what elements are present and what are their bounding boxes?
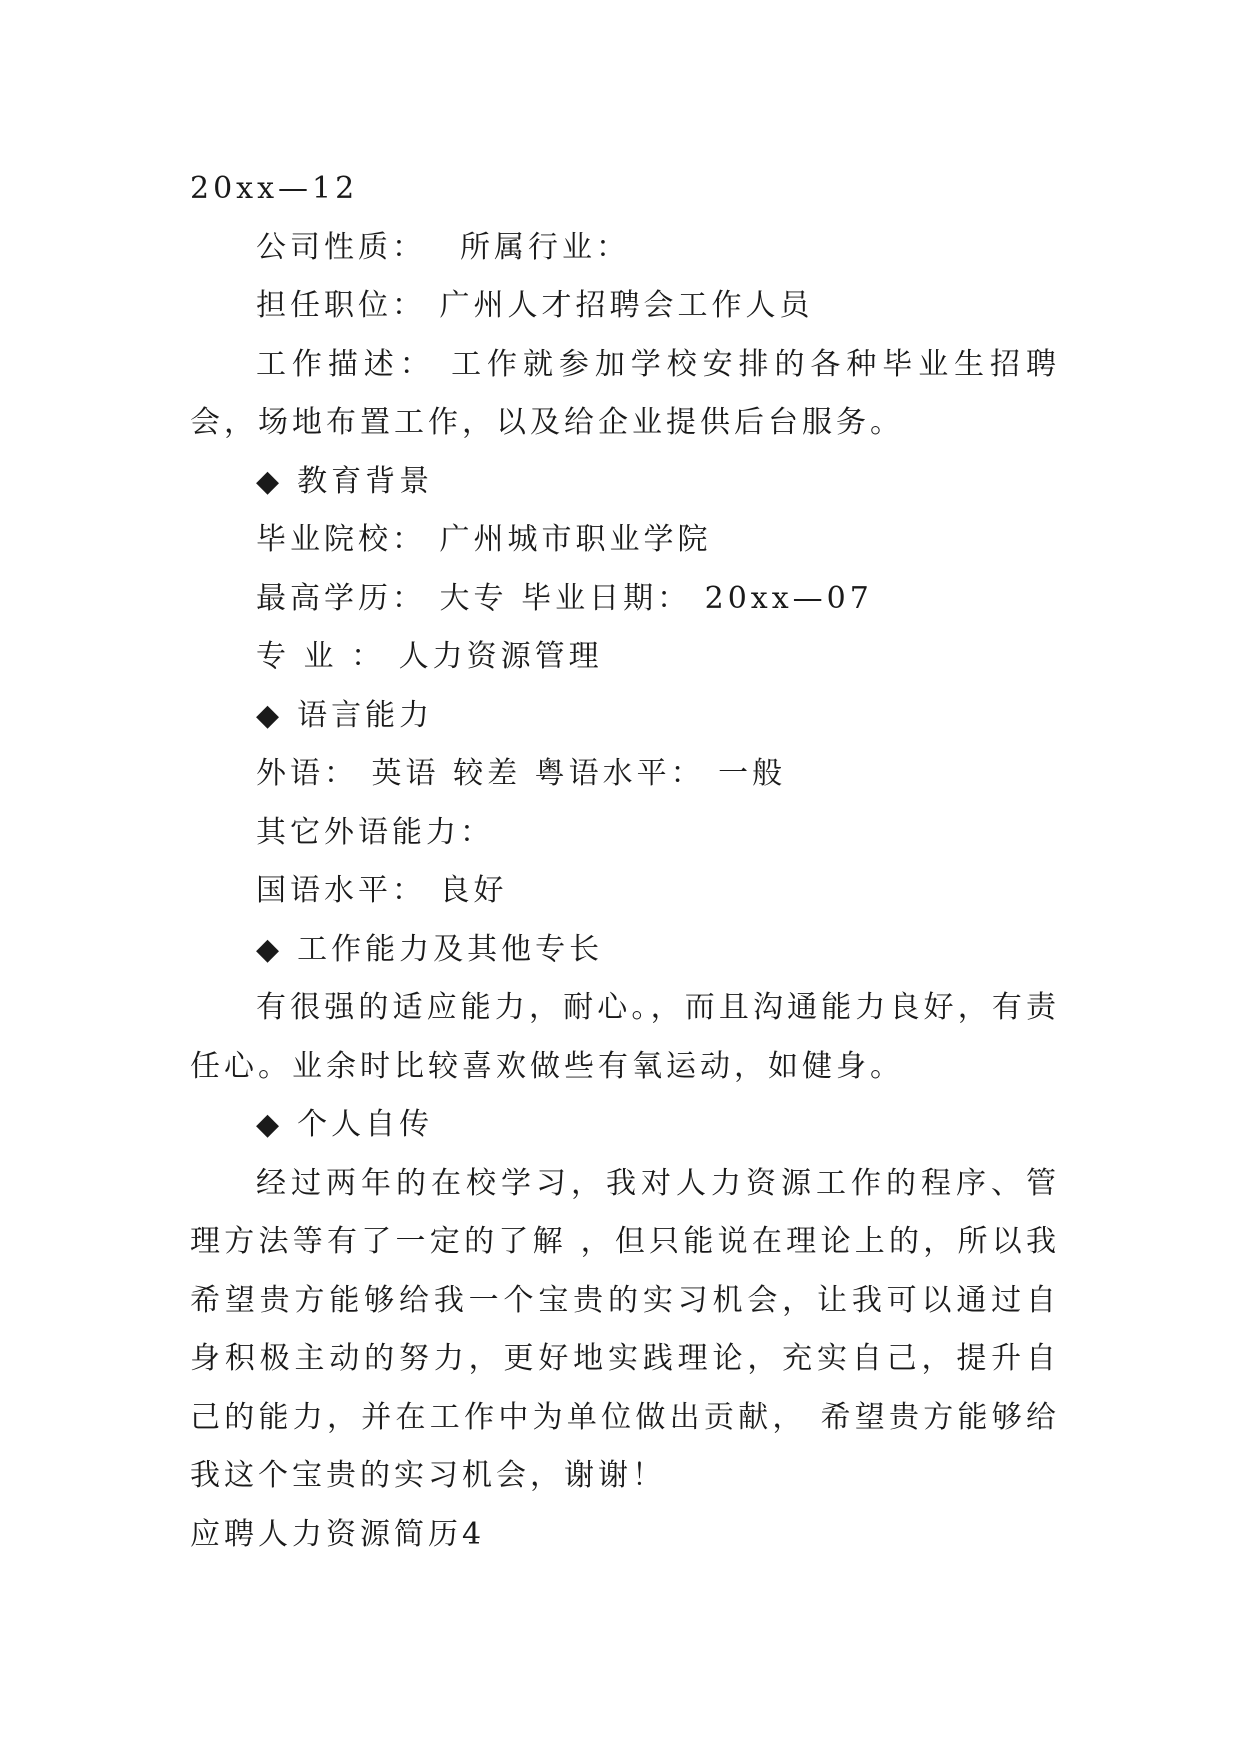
skills-heading-text: 工作能力及其他专长 [297, 931, 604, 967]
school-line: 毕业院校： 广州城市职业学院 [256, 522, 712, 557]
foreign-language-line: 外语： 英语 较差 粤语水平： 一般 [256, 756, 787, 791]
diamond-bullet-icon: ◆ [256, 1107, 284, 1142]
diamond-bullet-icon: ◆ [256, 463, 284, 499]
document-page [190, 160, 1060, 1564]
language-heading [190, 687, 1060, 746]
work-description-paragraph: 工作描述： 工作就参加学校安排的各种毕业生招聘会，场地布置工作，以及给企业提供后台服务。 [190, 346, 1060, 440]
industry-label: 所属行业： [460, 229, 630, 265]
other-language-line: 其它外语能力： [256, 814, 494, 850]
diamond-bullet-icon: ◆ [256, 931, 284, 967]
next-section-title: 应聘人力资源简历4 [190, 1516, 486, 1552]
mandarin-line: 国语水平： 良好 [256, 873, 508, 908]
self-intro-heading-text: 个人自传 [297, 1107, 434, 1142]
company-nature-label: 公司性质： [256, 229, 426, 265]
degree-line: 最高学历： 大专 毕业日期： 20xx—07 [256, 580, 873, 616]
major-line: 专 业 ： 人力资源管理 [256, 639, 603, 674]
education-heading-text: 教育背景 [297, 463, 434, 499]
language-heading-text: 语言能力 [297, 697, 434, 733]
skills-heading [190, 921, 1060, 980]
self-intro-paragraph: 经过两年的在校学习，我对人力资源工作的程序、管理方法等有了一定的了解 ，但只能说在理论上的，所以我希望贵方能够给我一个宝贵的实习机会，让我可以通过自身积极主动的努力，更好地实践理论，充实自己，提升自己的能力，并在工作中为单位做出贡献， 希望贵方能够给我这个宝贵的实习机会，谢谢！ [190, 1165, 1060, 1493]
skills-paragraph: 有很强的适应能力，耐心。，而且沟通能力良好，有责任心。业余时比较喜欢做些有氧运动，如健身。 [190, 990, 1060, 1084]
self-intro-heading [190, 1096, 1060, 1155]
company-info-line [190, 219, 1060, 278]
date-line: 20xx—12 [190, 171, 359, 206]
education-heading [190, 453, 1060, 512]
position-line: 担任职位： 广州人才招聘会工作人员 [256, 288, 814, 323]
diamond-bullet-icon: ◆ [256, 697, 284, 733]
